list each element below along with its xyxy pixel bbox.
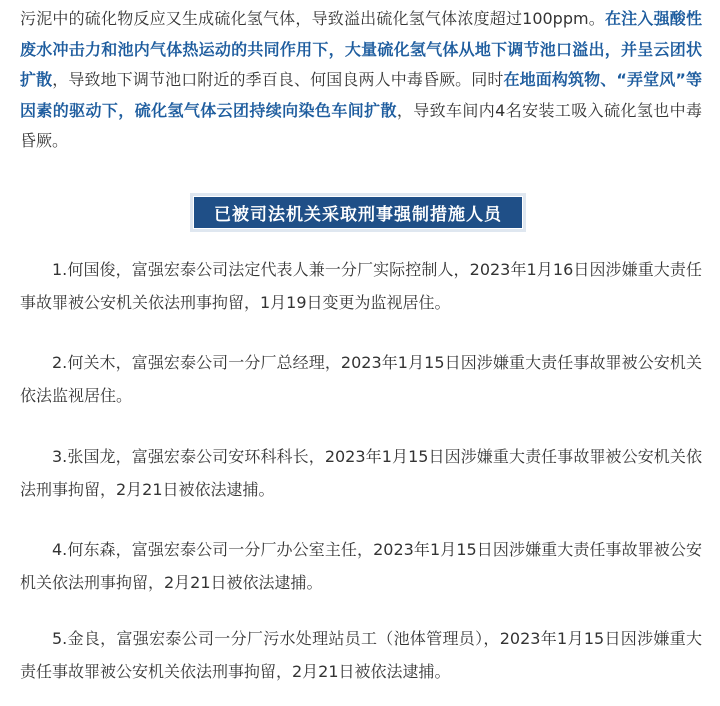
section-banner-title: 已被司法机关采取刑事强制措施人员 — [193, 196, 523, 229]
intro-segment-2: ，导致地下调节池口附近的季百良、何国良两人中毒昏厥。同时 — [52, 70, 504, 89]
intro-segment-3: ，导致车间内4名安装工吸入硫化氢也中毒昏厥。 — [20, 100, 702, 150]
intro-highlight-1: 在注入强酸性废水冲击力和池内气体热运动的共同作用下，大量硫化氢气体从地下调节池口溢出，并呈云团状扩散 — [20, 9, 702, 89]
person-item-5: 5.金良，富强宏泰公司一分厂污水处理站员工（池体管理员），2023年1月15日因涉嫌重大责任事故罪被公安机关依法刑事拘留，2月21日被依法逮捕。 — [20, 629, 702, 681]
section-banner — [190, 193, 526, 232]
person-item-4: 4.何东森，富强宏泰公司一分厂办公室主任，2023年1月15日因涉嫌重大责任事故罪被公安机关依法刑事拘留，2月21日被依法逮捕。 — [20, 540, 702, 592]
intro-segment-1: 污泥中的硫化物反应又生成硫化氢气体，导致溢出硫化氢气体浓度超过100ppm。 — [20, 9, 605, 28]
intro-highlight-2: 在地面构筑物、“弄堂风”等因素的驱动下，硫化氢气体云团持续向染色车间扩散 — [20, 70, 702, 120]
person-item-3: 3.张国龙，富强宏泰公司安环科科长，2023年1月15日因涉嫌重大责任事故罪被公安机关依法刑事拘留，2月21日被依法逮捕。 — [20, 447, 702, 499]
intro-paragraph — [20, 4, 702, 157]
person-item-1: 1.何国俊，富强宏泰公司法定代表人兼一分厂实际控制人，2023年1月16日因涉嫌重大责任事故罪被公安机关依法刑事拘留，1月19日变更为监视居住。 — [20, 260, 702, 312]
person-item-2: 2.何关木，富强宏泰公司一分厂总经理，2023年1月15日因涉嫌重大责任事故罪被公安机关依法监视居住。 — [20, 353, 702, 405]
